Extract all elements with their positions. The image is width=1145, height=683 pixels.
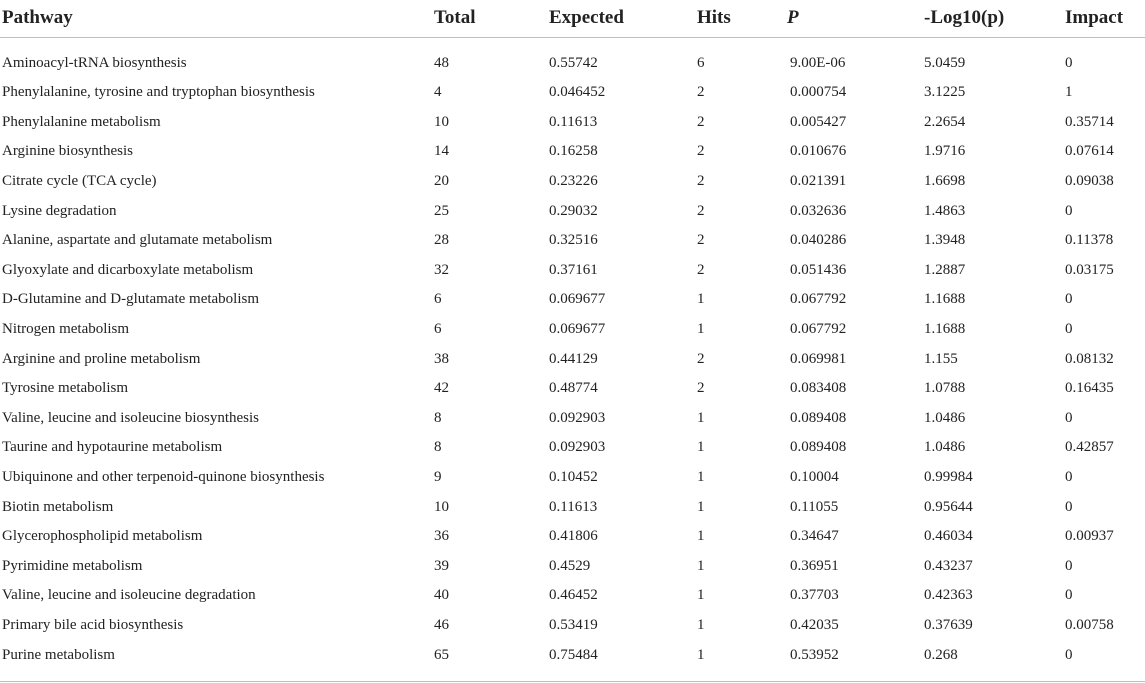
table-row xyxy=(0,581,1145,611)
cell-expected: 0.41806 xyxy=(549,528,598,545)
cell-impact: 0 xyxy=(1065,469,1073,486)
header-total: Total xyxy=(432,0,547,37)
table-row xyxy=(0,344,1145,374)
cell-pathway: Purine metabolism xyxy=(2,646,115,663)
cell-pathway: Aminoacyl-tRNA biosynthesis xyxy=(2,55,187,72)
table-row xyxy=(0,167,1145,197)
cell-impact: 0.07614 xyxy=(1065,143,1114,160)
table-row xyxy=(0,226,1145,256)
cell-total: 36 xyxy=(434,528,449,545)
cell-expected: 0.75484 xyxy=(549,646,598,663)
cell-hits: 1 xyxy=(697,498,705,515)
table-row xyxy=(0,611,1145,641)
cell-p: 0.005427 xyxy=(790,113,847,130)
cell-neg-log10-p: 1.155 xyxy=(924,350,958,367)
cell-p: 0.000754 xyxy=(790,84,847,101)
cell-expected: 0.53419 xyxy=(549,616,598,633)
cell-expected: 0.11613 xyxy=(549,113,598,130)
header-hits: Hits xyxy=(695,0,785,37)
cell-expected: 0.4529 xyxy=(549,557,591,574)
cell-impact: 0 xyxy=(1065,55,1073,72)
cell-neg-log10-p: 0.268 xyxy=(924,646,958,663)
table-row xyxy=(0,492,1145,522)
cell-pathway: Ubiquinone and other terpenoid-quinone biosynthesis xyxy=(2,469,325,486)
cell-total: 28 xyxy=(434,232,449,249)
cell-total: 40 xyxy=(434,587,449,604)
table-row xyxy=(0,433,1145,463)
cell-neg-log10-p: 1.6698 xyxy=(924,173,966,190)
cell-impact: 0 xyxy=(1065,498,1073,515)
cell-pathway: Arginine biosynthesis xyxy=(2,143,133,160)
cell-impact: 0.03175 xyxy=(1065,261,1114,278)
cell-total: 42 xyxy=(434,380,449,397)
cell-hits: 1 xyxy=(697,469,705,486)
cell-hits: 1 xyxy=(697,528,705,545)
cell-p: 0.10004 xyxy=(790,469,839,486)
cell-pathway: Valine, leucine and isoleucine degradation xyxy=(2,587,256,604)
cell-pathway: Alanine, aspartate and glutamate metabolism xyxy=(2,232,273,249)
cell-neg-log10-p: 5.0459 xyxy=(924,55,966,72)
cell-hits: 1 xyxy=(697,439,705,456)
cell-expected: 0.092903 xyxy=(549,409,606,426)
cell-p: 0.11055 xyxy=(790,498,839,515)
cell-p: 0.34647 xyxy=(790,528,839,545)
table-row xyxy=(0,404,1145,434)
cell-expected: 0.23226 xyxy=(549,173,598,190)
cell-pathway: D-Glutamine and D-glutamate metabolism xyxy=(2,291,260,308)
cell-impact: 0 xyxy=(1065,321,1073,338)
cell-pathway: Citrate cycle (TCA cycle) xyxy=(2,173,157,190)
table-row xyxy=(0,285,1145,315)
cell-neg-log10-p: 1.1688 xyxy=(924,321,966,338)
cell-neg-log10-p: 1.0486 xyxy=(924,409,966,426)
cell-total: 10 xyxy=(434,113,449,130)
cell-total: 6 xyxy=(434,291,442,308)
table-row xyxy=(0,256,1145,286)
cell-total: 38 xyxy=(434,350,449,367)
cell-total: 6 xyxy=(434,321,442,338)
cell-p: 0.42035 xyxy=(790,616,839,633)
cell-pathway: Valine, leucine and isoleucine biosynthesis xyxy=(2,409,260,426)
cell-expected: 0.55742 xyxy=(549,55,598,72)
cell-pathway: Glyoxylate and dicarboxylate metabolism xyxy=(2,261,254,278)
cell-hits: 1 xyxy=(697,557,705,574)
cell-neg-log10-p: 0.99984 xyxy=(924,469,973,486)
cell-hits: 1 xyxy=(697,409,705,426)
cell-pathway: Phenylalanine, tyrosine and tryptophan biosynthesis xyxy=(2,84,315,101)
cell-impact: 1 xyxy=(1065,84,1073,101)
cell-total: 65 xyxy=(434,646,449,663)
cell-neg-log10-p: 1.0486 xyxy=(924,439,966,456)
cell-expected: 0.069677 xyxy=(549,321,606,338)
cell-impact: 0 xyxy=(1065,587,1073,604)
cell-impact: 0 xyxy=(1065,646,1073,663)
cell-hits: 1 xyxy=(697,321,705,338)
cell-total: 14 xyxy=(434,143,449,160)
header-row xyxy=(0,0,1145,37)
cell-neg-log10-p: 1.9716 xyxy=(924,143,966,160)
cell-expected: 0.069677 xyxy=(549,291,606,308)
cell-neg-log10-p: 3.1225 xyxy=(924,84,966,101)
cell-neg-log10-p: 0.95644 xyxy=(924,498,973,515)
cell-p: 0.37703 xyxy=(790,587,839,604)
table-row xyxy=(0,137,1145,167)
cell-expected: 0.29032 xyxy=(549,202,598,219)
table-header xyxy=(0,0,1145,37)
table-row xyxy=(0,640,1145,670)
cell-hits: 2 xyxy=(697,202,705,219)
cell-hits: 2 xyxy=(697,143,705,160)
cell-p: 0.069981 xyxy=(790,350,847,367)
cell-hits: 2 xyxy=(697,232,705,249)
cell-pathway: Lysine degradation xyxy=(2,202,117,219)
cell-p: 0.089408 xyxy=(790,439,847,456)
cell-neg-log10-p: 1.0788 xyxy=(924,380,966,397)
cell-neg-log10-p: 1.3948 xyxy=(924,232,966,249)
cell-total: 46 xyxy=(434,616,449,633)
cell-impact: 0.42857 xyxy=(1065,439,1114,456)
cell-impact: 0.09038 xyxy=(1065,173,1114,190)
cell-impact: 0.11378 xyxy=(1065,232,1114,249)
cell-expected: 0.48774 xyxy=(549,380,598,397)
cell-impact: 0.00937 xyxy=(1065,528,1114,545)
cell-pathway: Arginine and proline metabolism xyxy=(2,350,201,367)
cell-expected: 0.37161 xyxy=(549,261,598,278)
header-expected: Expected xyxy=(547,0,695,37)
table-body xyxy=(0,37,1145,670)
table-bottom-rule xyxy=(0,681,1145,682)
cell-p: 0.010676 xyxy=(790,143,847,160)
cell-pathway: Phenylalanine metabolism xyxy=(2,113,161,130)
cell-total: 10 xyxy=(434,498,449,515)
cell-neg-log10-p: 0.37639 xyxy=(924,616,973,633)
cell-neg-log10-p: 0.46034 xyxy=(924,528,973,545)
cell-neg-log10-p: 1.4863 xyxy=(924,202,966,219)
cell-expected: 0.092903 xyxy=(549,439,606,456)
table-row xyxy=(0,196,1145,226)
cell-total: 39 xyxy=(434,557,449,574)
table-row xyxy=(0,552,1145,582)
cell-p: 0.53952 xyxy=(790,646,839,663)
cell-expected: 0.10452 xyxy=(549,469,598,486)
cell-p: 0.36951 xyxy=(790,557,839,574)
header-p: P xyxy=(785,0,922,37)
cell-pathway: Nitrogen metabolism xyxy=(2,321,130,338)
cell-total: 20 xyxy=(434,173,449,190)
header-neg-log10-p: -Log10(p) xyxy=(922,0,1063,37)
cell-p: 0.067792 xyxy=(790,291,847,308)
cell-total: 8 xyxy=(434,409,442,426)
cell-expected: 0.32516 xyxy=(549,232,598,249)
cell-p: 0.067792 xyxy=(790,321,847,338)
cell-hits: 6 xyxy=(697,55,705,72)
cell-expected: 0.11613 xyxy=(549,498,598,515)
cell-neg-log10-p: 0.42363 xyxy=(924,587,973,604)
cell-impact: 0.16435 xyxy=(1065,380,1114,397)
cell-neg-log10-p: 2.2654 xyxy=(924,113,966,130)
cell-pathway: Pyrimidine metabolism xyxy=(2,557,143,574)
cell-expected: 0.44129 xyxy=(549,350,598,367)
header-impact: Impact xyxy=(1063,0,1145,37)
cell-expected: 0.46452 xyxy=(549,587,598,604)
cell-hits: 1 xyxy=(697,616,705,633)
cell-impact: 0 xyxy=(1065,409,1073,426)
cell-hits: 1 xyxy=(697,291,705,308)
cell-hits: 2 xyxy=(697,380,705,397)
table-row xyxy=(0,37,1145,78)
cell-total: 32 xyxy=(434,261,449,278)
cell-hits: 1 xyxy=(697,587,705,604)
cell-impact: 0.08132 xyxy=(1065,350,1114,367)
table-row xyxy=(0,315,1145,345)
cell-expected: 0.16258 xyxy=(549,143,598,160)
cell-p: 9.00E-06 xyxy=(790,55,846,72)
table-row xyxy=(0,374,1145,404)
cell-total: 9 xyxy=(434,469,442,486)
cell-p: 0.040286 xyxy=(790,232,847,249)
cell-pathway: Primary bile acid biosynthesis xyxy=(2,616,184,633)
cell-neg-log10-p: 1.1688 xyxy=(924,291,966,308)
cell-p: 0.032636 xyxy=(790,202,847,219)
cell-pathway: Taurine and hypotaurine metabolism xyxy=(2,439,223,456)
cell-pathway: Tyrosine metabolism xyxy=(2,380,129,397)
cell-total: 48 xyxy=(434,55,449,72)
cell-neg-log10-p: 0.43237 xyxy=(924,557,973,574)
cell-impact: 0 xyxy=(1065,291,1073,308)
cell-total: 25 xyxy=(434,202,449,219)
cell-p: 0.021391 xyxy=(790,173,847,190)
cell-expected: 0.046452 xyxy=(549,84,606,101)
cell-impact: 0.35714 xyxy=(1065,113,1114,130)
cell-hits: 1 xyxy=(697,646,705,663)
cell-hits: 2 xyxy=(697,261,705,278)
cell-total: 8 xyxy=(434,439,442,456)
table-row xyxy=(0,522,1145,552)
cell-hits: 2 xyxy=(697,113,705,130)
cell-pathway: Glycerophospholipid metabolism xyxy=(2,528,203,545)
header-pathway: Pathway xyxy=(0,0,432,37)
cell-hits: 2 xyxy=(697,84,705,101)
cell-p: 0.051436 xyxy=(790,261,847,278)
table-row xyxy=(0,108,1145,138)
cell-p: 0.083408 xyxy=(790,380,847,397)
cell-hits: 2 xyxy=(697,350,705,367)
cell-pathway: Biotin metabolism xyxy=(2,498,114,515)
cell-impact: 0 xyxy=(1065,557,1073,574)
cell-impact: 0 xyxy=(1065,202,1073,219)
cell-neg-log10-p: 1.2887 xyxy=(924,261,966,278)
cell-total: 4 xyxy=(434,84,442,101)
cell-p: 0.089408 xyxy=(790,409,847,426)
table-row xyxy=(0,78,1145,108)
cell-hits: 2 xyxy=(697,173,705,190)
cell-impact: 0.00758 xyxy=(1065,616,1114,633)
table-row xyxy=(0,463,1145,493)
